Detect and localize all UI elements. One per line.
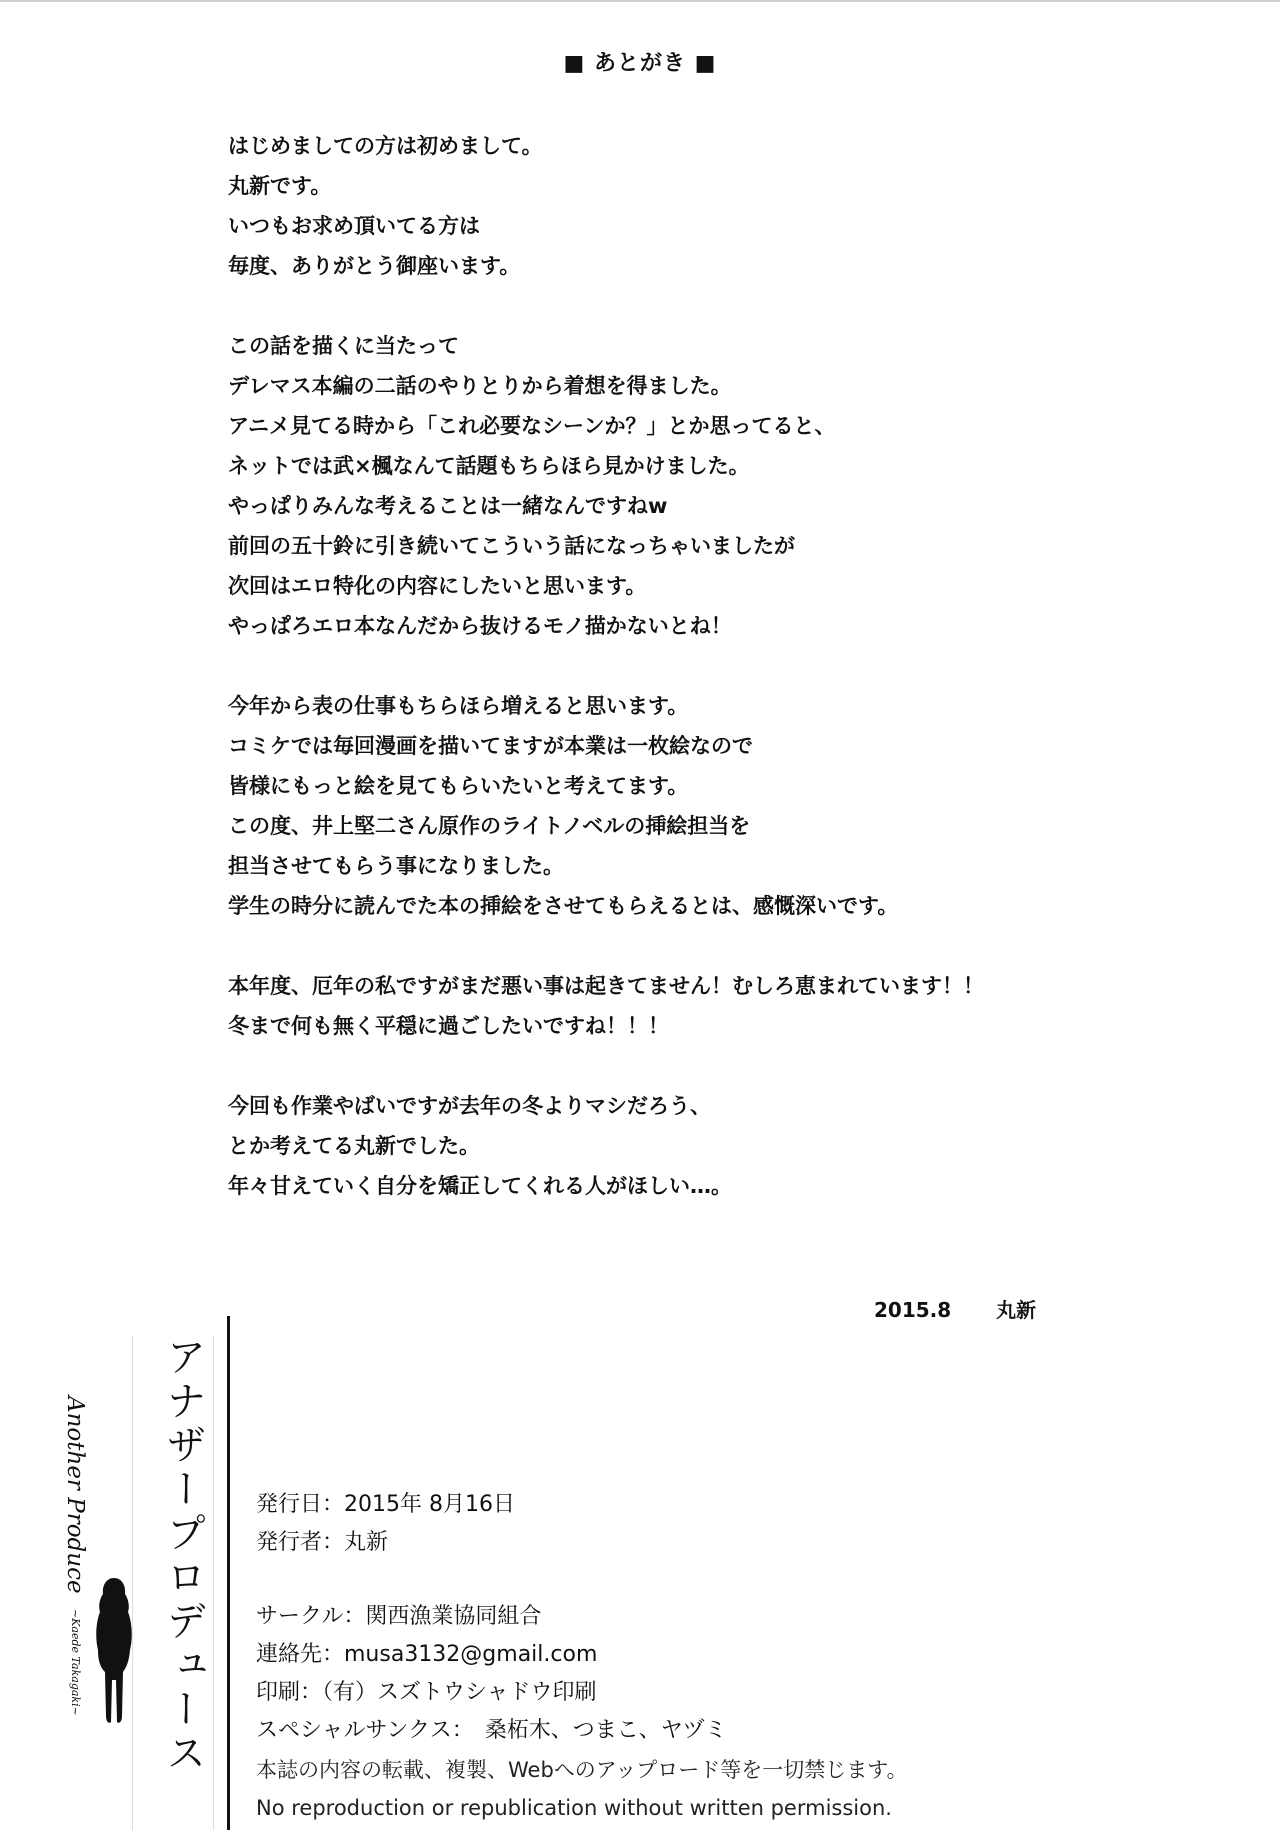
text-line: 冬まで何も無く平穏に過ごしたいですね！！！: [228, 1014, 669, 1038]
text-line: 前回の五十鈴に引き続いてこういう話になっちゃいましたが: [228, 534, 795, 558]
text-line: 今年から表の仕事もちらほら増えると思います。: [228, 694, 689, 718]
text-line: ネットでは武×楓なんて話題もちらほら見かけました。: [228, 454, 750, 478]
paragraph-4: [228, 966, 1108, 1046]
english-title: [48, 1396, 88, 1776]
english-title-text: Another Produce: [62, 1396, 88, 1594]
text-line: 次回はエロ特化の内容にしたいと思います。: [228, 574, 647, 598]
contact-email: 連絡先：musa3132@gmail.com: [256, 1642, 598, 1667]
printer: 印刷：（有）スズトウシャドウ印刷: [256, 1680, 597, 1705]
text-line: デレマス本編の二話のやりとりから着想を得ました。: [228, 374, 732, 398]
text-line: 年々甘えていく自分を矯正してくれる人がほしい…。: [228, 1174, 732, 1198]
text-line: アニメ見てる時から「これ必要なシーンか？」とか思ってると、: [228, 414, 836, 438]
signature-date: 2015.8: [874, 1298, 952, 1322]
colophon: [256, 1486, 908, 1826]
text-line: 担当させてもらう事になりました。: [228, 854, 564, 878]
afterword-body: [228, 126, 1108, 1246]
text-line: やっぱろエロ本なんだから抜けるモノ描かないとね！: [228, 614, 732, 638]
signature-author: 丸新: [996, 1298, 1037, 1322]
colophon-spacer: [256, 1562, 908, 1598]
afterword-heading: ■ あとがき ■: [563, 51, 717, 76]
text-line: 学生の時分に読んでた本の挿絵をさせてもらえるとは、感慨深いです。: [228, 894, 899, 918]
text-line: 毎度、ありがとう御座います。: [228, 254, 521, 278]
notice-japanese: 本誌の内容の転載、複製、Webへのアップロード等を一切禁じます。: [256, 1758, 908, 1782]
special-thanks: スペシャルサンクス： 桑柘木、つまこ、ヤヅミ: [256, 1718, 727, 1743]
publish-date: 発行日：2015年 8月16日: [256, 1492, 515, 1517]
japanese-title: アナザープロデュース: [132, 1336, 214, 1830]
english-subtitle-text: ~Kaede Takagaki~: [69, 1608, 82, 1716]
notice-english: No reproduction or republication without written permission.: [256, 1796, 892, 1820]
character-silhouette-icon: [92, 1576, 136, 1726]
text-line: やっぱりみんな考えることは一緒なんですねw: [228, 494, 668, 518]
text-line: コミケでは毎回漫画を描いてますが本業は一枚絵なので: [228, 734, 753, 758]
circle-name: サークル：関西漁業協同組合: [256, 1604, 542, 1629]
text-line: 本年度、厄年の私ですがまだ悪い事は起きてません！むしろ恵まれています！！: [228, 974, 984, 998]
paragraph-2: [228, 326, 1108, 646]
text-line: 今回も作業やばいですが去年の冬よりマシだろう、: [228, 1094, 711, 1118]
paragraph-1: [228, 126, 1108, 286]
colophon-divider: [227, 1316, 230, 1830]
text-line: とか考えてる丸新でした。: [228, 1134, 480, 1158]
paragraph-3: [228, 686, 1108, 926]
text-line: この度、井上堅二さん原作のライトノベルの挿絵担当を: [228, 814, 751, 838]
signature: [874, 1294, 1036, 1323]
text-line: 丸新です。: [228, 174, 332, 198]
text-line: いつもお求め頂いてる方は: [228, 214, 480, 238]
publisher: 発行者：丸新: [256, 1530, 389, 1555]
text-line: この話を描くに当たって: [228, 334, 459, 358]
text-line: 皆様にもっと絵を見てもらいたいと考えてます。: [228, 774, 689, 798]
book-title-sidebar: [40, 1336, 215, 1830]
text-line: はじめましての方は初めまして。: [228, 134, 543, 158]
paragraph-5: [228, 1086, 1108, 1206]
top-border-line: [0, 0, 1280, 2]
